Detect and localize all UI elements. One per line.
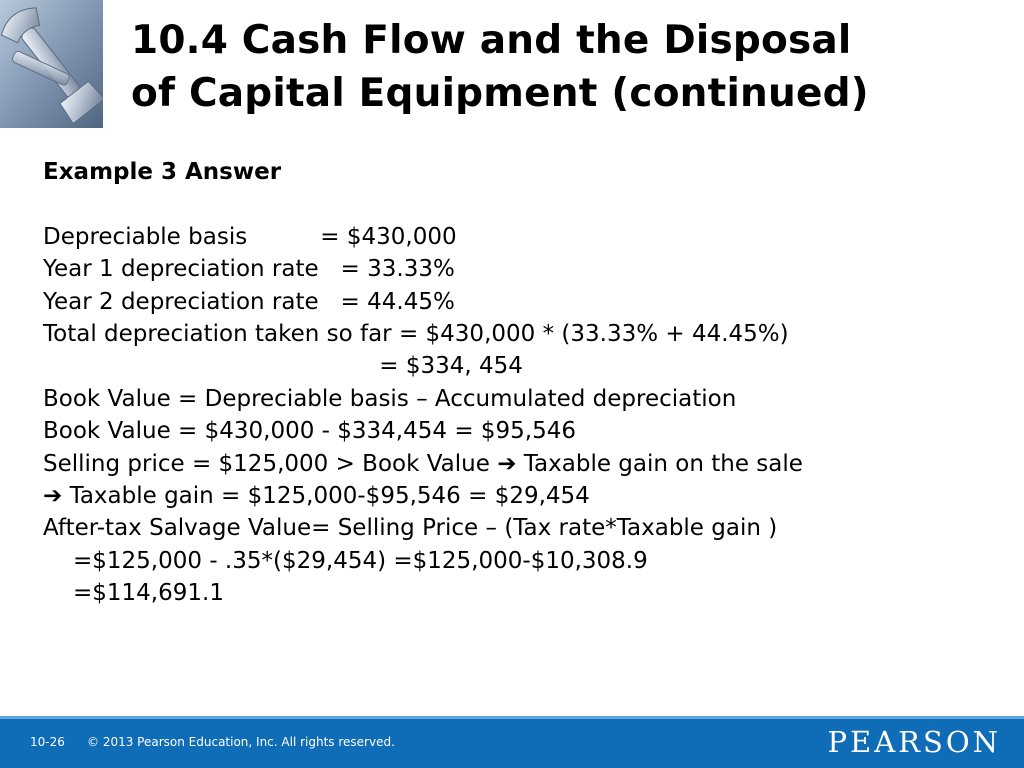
slide-title-line1: 10.4 Cash Flow and the Disposal bbox=[131, 18, 852, 63]
body-line-after-tax-result: =$114,691.1 bbox=[73, 580, 224, 607]
body-line-year1-rate: Year 1 depreciation rate = 33.33% bbox=[43, 256, 455, 283]
body-line-year2-rate: Year 2 depreciation rate = 44.45% bbox=[43, 288, 455, 315]
arrow-right-icon: ➔ bbox=[497, 450, 517, 477]
body-line-book-value-definition: Book Value = Depreciable basis – Accumulated depreciation bbox=[43, 385, 737, 412]
slide-number: 10-26 bbox=[30, 735, 65, 749]
arrow-right-icon: ➔ bbox=[43, 482, 63, 509]
example-heading: Example 3 Answer bbox=[43, 159, 282, 185]
selling-price-text: Selling price = $125,000 > Book Value bbox=[43, 450, 498, 477]
body-line-total-depreciation: Total depreciation taken so far = $430,000 * (33.33% + 44.45%) bbox=[43, 320, 789, 347]
slide-title bbox=[131, 14, 1011, 120]
slide-body bbox=[43, 156, 1003, 609]
footer-divider bbox=[0, 716, 1024, 719]
pearson-logo: PEARSON bbox=[827, 725, 1001, 759]
slide-title-line2: of Capital Equipment (continued) bbox=[131, 71, 869, 116]
blank-line bbox=[43, 188, 1003, 220]
body-line-after-tax-calc: =$125,000 - .35*($29,454) =$125,000-$10,308.9 bbox=[73, 547, 648, 574]
body-line-selling-price bbox=[43, 448, 1003, 480]
taxable-gain-text: Taxable gain = $125,000-$95,546 = $29,454 bbox=[62, 482, 590, 509]
body-line-taxable-gain bbox=[43, 480, 1003, 512]
body-line-depreciable-basis: Depreciable basis = $430,000 bbox=[43, 223, 457, 250]
body-line-book-value-calc: Book Value = $430,000 - $334,454 = $95,546 bbox=[43, 418, 577, 445]
body-line-after-tax-salvage: After-tax Salvage Value= Selling Price – (Tax rate*Taxable gain ) bbox=[43, 515, 778, 542]
footer-bar bbox=[0, 716, 1024, 768]
wrench-logo-icon bbox=[0, 0, 103, 128]
body-line-total-depreciation-result: = $334, 454 bbox=[43, 353, 523, 380]
taxable-gain-on-sale-text: Taxable gain on the sale bbox=[516, 450, 803, 477]
copyright-text: © 2013 Pearson Education, Inc. All rights reserved. bbox=[87, 735, 395, 749]
